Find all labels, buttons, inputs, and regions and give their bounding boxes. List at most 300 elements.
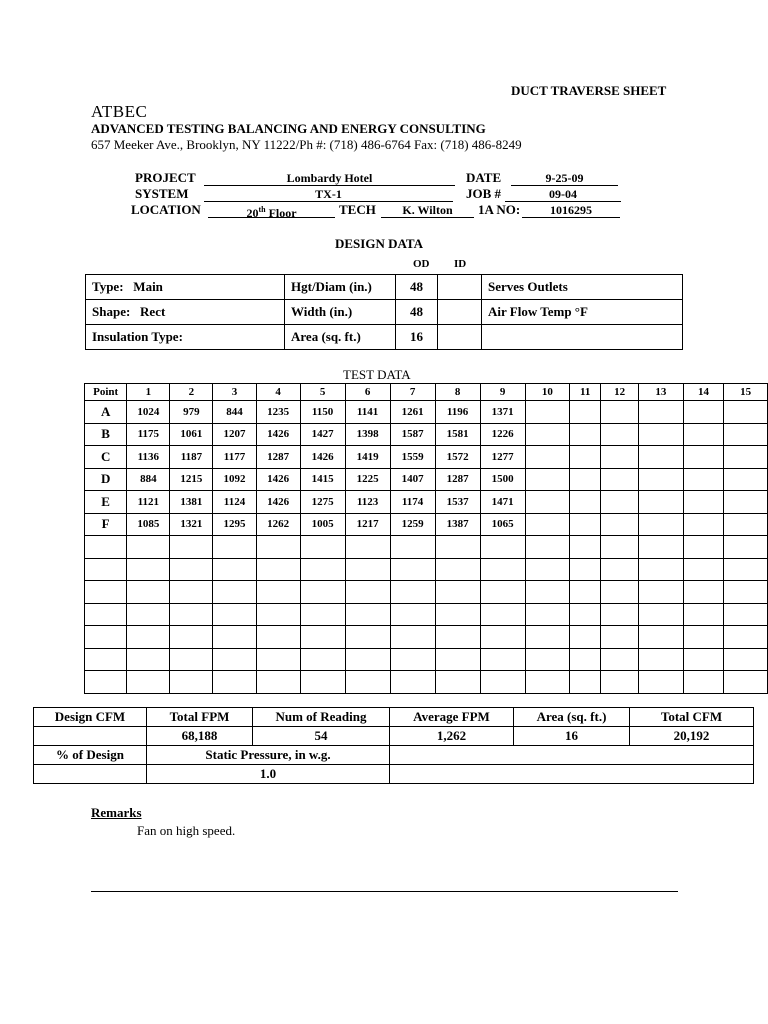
type-cell: Type: Main (86, 275, 285, 300)
reading-cell (570, 423, 601, 446)
reading-cell (525, 581, 570, 604)
reading-cell (390, 626, 435, 649)
remarks-label: Remarks (91, 805, 142, 820)
reading-cell (300, 671, 345, 694)
area-id (438, 325, 482, 350)
reading-cell (639, 671, 684, 694)
reading-cell (639, 491, 684, 514)
reading-cell (480, 581, 525, 604)
date-label: DATE (466, 170, 502, 185)
summary-blank (390, 765, 754, 784)
reading-cell: 1426 (256, 423, 300, 446)
reading-cell (570, 648, 601, 671)
remarks-text: Fan on high speed. (137, 823, 236, 838)
reading-cell (390, 536, 435, 559)
reading-cell (570, 581, 601, 604)
reading-cell (570, 491, 601, 514)
reading-cell: 979 (170, 401, 213, 424)
reading-cell (570, 401, 601, 424)
reading-cell (390, 581, 435, 604)
summary-blank (390, 746, 754, 765)
company-name: ATBEC (91, 102, 148, 121)
reading-cell (724, 491, 768, 514)
pct-design-value (34, 765, 147, 784)
reading-cell (724, 648, 768, 671)
test-row (85, 648, 768, 671)
reading-cell (601, 513, 639, 536)
reading-cell (300, 603, 345, 626)
reading-cell (345, 536, 390, 559)
point-header: Point (85, 384, 127, 401)
reading-cell: 1261 (390, 401, 435, 424)
reading-cell (639, 603, 684, 626)
width-id (438, 300, 482, 325)
job-label: JOB # (466, 186, 502, 201)
location-label: LOCATION (131, 202, 201, 217)
reading-cell (724, 671, 768, 694)
reading-cell (256, 626, 300, 649)
reading-cell (300, 536, 345, 559)
design-row (86, 275, 683, 300)
width-label: Width (in.) (285, 300, 396, 325)
reading-cell (724, 603, 768, 626)
test-row (85, 491, 768, 514)
reading-cell (683, 536, 724, 559)
reading-cell (724, 626, 768, 649)
reading-cell (256, 603, 300, 626)
reading-cell (570, 671, 601, 694)
total-cfm-label: Total CFM (630, 708, 754, 727)
pct-design-label: % of Design (34, 746, 147, 765)
test-row (85, 558, 768, 581)
test-row (85, 536, 768, 559)
reading-cell (170, 648, 213, 671)
reading-cell: 1277 (480, 446, 525, 469)
design-cfm-label: Design CFM (34, 708, 147, 727)
reading-cell (213, 581, 256, 604)
reading-cell (256, 581, 300, 604)
reading-cell (683, 558, 724, 581)
column-header: 8 (435, 384, 480, 401)
reading-cell (480, 648, 525, 671)
reading-cell (601, 468, 639, 491)
reading-cell: 1426 (300, 446, 345, 469)
reading-cell: 1415 (300, 468, 345, 491)
summary-row (34, 746, 754, 765)
reading-cell: 1407 (390, 468, 435, 491)
hgt-id (438, 275, 482, 300)
reading-cell (601, 558, 639, 581)
reading-cell (683, 671, 724, 694)
test-row (85, 423, 768, 446)
point-cell (85, 581, 127, 604)
reading-cell (256, 648, 300, 671)
reading-cell (639, 446, 684, 469)
ia-value: 1016295 (522, 203, 620, 218)
reading-cell: 1226 (480, 423, 525, 446)
num-reading-value: 54 (253, 727, 390, 746)
company-full-name: ADVANCED TESTING BALANCING AND ENERGY CONSULTING (91, 121, 486, 136)
area-label: Area (sq. ft.) (285, 325, 396, 350)
reading-cell (300, 581, 345, 604)
reading-cell (683, 513, 724, 536)
column-header: 15 (724, 384, 768, 401)
reading-cell (639, 423, 684, 446)
reading-cell (480, 626, 525, 649)
reading-cell (300, 626, 345, 649)
area-sqft-label: Area (sq. ft.) (514, 708, 630, 727)
reading-cell: 1500 (480, 468, 525, 491)
reading-cell (683, 468, 724, 491)
summary-value-row (34, 727, 754, 746)
column-header: 4 (256, 384, 300, 401)
reading-cell (525, 446, 570, 469)
reading-cell: 1572 (435, 446, 480, 469)
insulation-label: Insulation Type: (86, 325, 285, 350)
reading-cell (480, 671, 525, 694)
reading-cell (213, 558, 256, 581)
reading-cell: 1275 (300, 491, 345, 514)
point-cell (85, 558, 127, 581)
reading-cell (570, 626, 601, 649)
reading-cell (525, 401, 570, 424)
test-row (85, 401, 768, 424)
reading-cell (435, 648, 480, 671)
reading-cell (127, 536, 170, 559)
reading-cell: 1537 (435, 491, 480, 514)
reading-cell (435, 581, 480, 604)
reading-cell: 1141 (345, 401, 390, 424)
reading-cell (601, 423, 639, 446)
reading-cell: 1581 (435, 423, 480, 446)
reading-cell (480, 603, 525, 626)
reading-cell (390, 603, 435, 626)
airflow-label: Air Flow Temp °F (482, 300, 683, 325)
date-value: 9-25-09 (511, 171, 618, 186)
reading-cell: 1065 (480, 513, 525, 536)
design-row (86, 325, 683, 350)
reading-cell (525, 491, 570, 514)
reading-cell (683, 401, 724, 424)
reading-cell (480, 558, 525, 581)
reading-cell (525, 513, 570, 536)
reading-cell (213, 671, 256, 694)
area-od: 16 (396, 325, 438, 350)
test-row (85, 581, 768, 604)
reading-cell (525, 536, 570, 559)
reading-cell (435, 536, 480, 559)
reading-cell (345, 626, 390, 649)
test-row (85, 603, 768, 626)
reading-cell: 1225 (345, 468, 390, 491)
design-data-title: DESIGN DATA (335, 236, 424, 251)
point-cell (85, 536, 127, 559)
reading-cell (170, 626, 213, 649)
reading-cell (390, 671, 435, 694)
airflow-value (482, 325, 683, 350)
point-cell: B (85, 423, 127, 446)
reading-cell: 1295 (213, 513, 256, 536)
column-header: 13 (639, 384, 684, 401)
reading-cell (601, 626, 639, 649)
column-header: 9 (480, 384, 525, 401)
reading-cell (213, 648, 256, 671)
reading-cell: 1235 (256, 401, 300, 424)
job-value: 09-04 (505, 187, 621, 202)
reading-cell (300, 558, 345, 581)
reading-cell: 1387 (435, 513, 480, 536)
column-header: 5 (300, 384, 345, 401)
tech-value: K. Wilton (381, 203, 474, 218)
reading-cell: 1005 (300, 513, 345, 536)
reading-cell (601, 648, 639, 671)
ia-label: 1A NO: (478, 202, 521, 217)
num-reading-label: Num of Reading (253, 708, 390, 727)
area-sqft-value: 16 (514, 727, 630, 746)
reading-cell: 1426 (256, 491, 300, 514)
reading-cell (345, 603, 390, 626)
reading-cell (300, 648, 345, 671)
reading-cell (724, 401, 768, 424)
reading-cell: 1398 (345, 423, 390, 446)
test-row (85, 468, 768, 491)
column-header: 1 (127, 384, 170, 401)
reading-cell (480, 536, 525, 559)
reading-cell: 1174 (390, 491, 435, 514)
column-header: 7 (390, 384, 435, 401)
reading-cell (724, 558, 768, 581)
sheet-title: DUCT TRAVERSE SHEET (511, 83, 667, 98)
reading-cell (724, 446, 768, 469)
static-pressure-value: 1.0 (147, 765, 390, 784)
reading-cell (525, 626, 570, 649)
reading-cell (213, 626, 256, 649)
reading-cell: 1419 (345, 446, 390, 469)
column-header: 11 (570, 384, 601, 401)
reading-cell (435, 626, 480, 649)
reading-cell: 1559 (390, 446, 435, 469)
reading-cell (639, 648, 684, 671)
reading-cell: 1287 (256, 446, 300, 469)
reading-cell (345, 648, 390, 671)
reading-cell (601, 581, 639, 604)
reading-cell (345, 558, 390, 581)
reading-cell (170, 558, 213, 581)
avg-fpm-value: 1,262 (390, 727, 514, 746)
reading-cell (601, 401, 639, 424)
reading-cell: 1262 (256, 513, 300, 536)
reading-cell (724, 423, 768, 446)
reading-cell: 844 (213, 401, 256, 424)
reading-cell (525, 648, 570, 671)
reading-cell (256, 558, 300, 581)
reading-cell (525, 671, 570, 694)
reading-cell (639, 401, 684, 424)
total-fpm-label: Total FPM (147, 708, 253, 727)
reading-cell: 1121 (127, 491, 170, 514)
reading-cell (639, 536, 684, 559)
reading-cell (570, 468, 601, 491)
point-cell (85, 603, 127, 626)
avg-fpm-label: Average FPM (390, 708, 514, 727)
reading-cell: 1207 (213, 423, 256, 446)
reading-cell (601, 603, 639, 626)
reading-cell: 1124 (213, 491, 256, 514)
reading-cell (127, 626, 170, 649)
point-cell: A (85, 401, 127, 424)
location-value: 20th Floor (208, 203, 335, 218)
reading-cell (525, 468, 570, 491)
reading-cell (256, 671, 300, 694)
column-header: 14 (683, 384, 724, 401)
reading-cell: 1136 (127, 446, 170, 469)
reading-cell: 1217 (345, 513, 390, 536)
reading-cell (639, 558, 684, 581)
reading-cell (639, 468, 684, 491)
reading-cell (601, 491, 639, 514)
reading-cell (435, 558, 480, 581)
reading-cell: 1587 (390, 423, 435, 446)
column-header: 3 (213, 384, 256, 401)
reading-cell: 1215 (170, 468, 213, 491)
reading-cell (683, 626, 724, 649)
point-cell (85, 671, 127, 694)
reading-cell (127, 603, 170, 626)
reading-cell (213, 603, 256, 626)
reading-cell: 1471 (480, 491, 525, 514)
reading-cell (390, 648, 435, 671)
summary-header-row (34, 708, 754, 727)
reading-cell (683, 423, 724, 446)
shape-cell: Shape: Rect (86, 300, 285, 325)
reading-cell: 1287 (435, 468, 480, 491)
reading-cell: 1187 (170, 446, 213, 469)
point-cell: E (85, 491, 127, 514)
serves-label: Serves Outlets (482, 275, 683, 300)
point-cell: F (85, 513, 127, 536)
reading-cell: 1177 (213, 446, 256, 469)
reading-cell: 1196 (435, 401, 480, 424)
test-header-row (85, 384, 768, 401)
reading-cell (570, 536, 601, 559)
reading-cell: 1085 (127, 513, 170, 536)
point-cell (85, 626, 127, 649)
reading-cell: 884 (127, 468, 170, 491)
hgt-od: 48 (396, 275, 438, 300)
summary-table (33, 707, 754, 784)
reading-cell (724, 513, 768, 536)
system-label: SYSTEM (135, 186, 189, 201)
reading-cell: 1371 (480, 401, 525, 424)
total-fpm-value: 68,188 (147, 727, 253, 746)
reading-cell (724, 536, 768, 559)
reading-cell: 1024 (127, 401, 170, 424)
company-address: 657 Meeker Ave., Brooklyn, NY 11222/Ph #: (718) 486-6764 Fax: (718) 486-8249 (91, 137, 522, 152)
test-data-table (84, 383, 768, 694)
reading-cell (724, 468, 768, 491)
reading-cell (435, 671, 480, 694)
reading-cell (601, 671, 639, 694)
reading-cell (525, 423, 570, 446)
reading-cell (639, 581, 684, 604)
reading-cell (683, 648, 724, 671)
reading-cell (570, 558, 601, 581)
reading-cell (170, 671, 213, 694)
width-od: 48 (396, 300, 438, 325)
column-header: 12 (601, 384, 639, 401)
reading-cell (170, 536, 213, 559)
design-cfm-value (34, 727, 147, 746)
reading-cell (170, 581, 213, 604)
bottom-rule (91, 891, 678, 892)
reading-cell: 1381 (170, 491, 213, 514)
reading-cell (127, 558, 170, 581)
reading-cell: 1150 (300, 401, 345, 424)
column-header: 6 (345, 384, 390, 401)
column-header: 2 (170, 384, 213, 401)
id-label: ID (454, 258, 467, 270)
reading-cell (345, 581, 390, 604)
project-value: Lombardy Hotel (204, 171, 455, 186)
point-cell (85, 648, 127, 671)
reading-cell: 1321 (170, 513, 213, 536)
reading-cell (127, 581, 170, 604)
total-cfm-value: 20,192 (630, 727, 754, 746)
column-header: 10 (525, 384, 570, 401)
test-row (85, 446, 768, 469)
reading-cell (639, 626, 684, 649)
reading-cell (683, 491, 724, 514)
reading-cell (170, 603, 213, 626)
tech-label: TECH (339, 202, 376, 217)
reading-cell: 1259 (390, 513, 435, 536)
point-cell: C (85, 446, 127, 469)
reading-cell (570, 446, 601, 469)
reading-cell (435, 603, 480, 626)
design-row (86, 300, 683, 325)
reading-cell: 1427 (300, 423, 345, 446)
reading-cell (127, 648, 170, 671)
reading-cell (570, 513, 601, 536)
design-data-table (85, 274, 683, 350)
project-label: PROJECT (135, 170, 196, 185)
static-pressure-label: Static Pressure, in w.g. (147, 746, 390, 765)
reading-cell (683, 581, 724, 604)
reading-cell (213, 536, 256, 559)
reading-cell (345, 671, 390, 694)
reading-cell: 1175 (127, 423, 170, 446)
reading-cell (127, 671, 170, 694)
reading-cell: 1092 (213, 468, 256, 491)
reading-cell (525, 603, 570, 626)
reading-cell: 1061 (170, 423, 213, 446)
test-data-title: TEST DATA (343, 367, 411, 382)
test-row (85, 626, 768, 649)
reading-cell (683, 603, 724, 626)
reading-cell (601, 446, 639, 469)
reading-cell (601, 536, 639, 559)
reading-cell (525, 558, 570, 581)
reading-cell (256, 536, 300, 559)
system-value: TX-1 (204, 187, 453, 202)
reading-cell (683, 446, 724, 469)
od-label: OD (413, 258, 430, 270)
point-cell: D (85, 468, 127, 491)
hgt-label: Hgt/Diam (in.) (285, 275, 396, 300)
reading-cell: 1123 (345, 491, 390, 514)
reading-cell (390, 558, 435, 581)
reading-cell (639, 513, 684, 536)
